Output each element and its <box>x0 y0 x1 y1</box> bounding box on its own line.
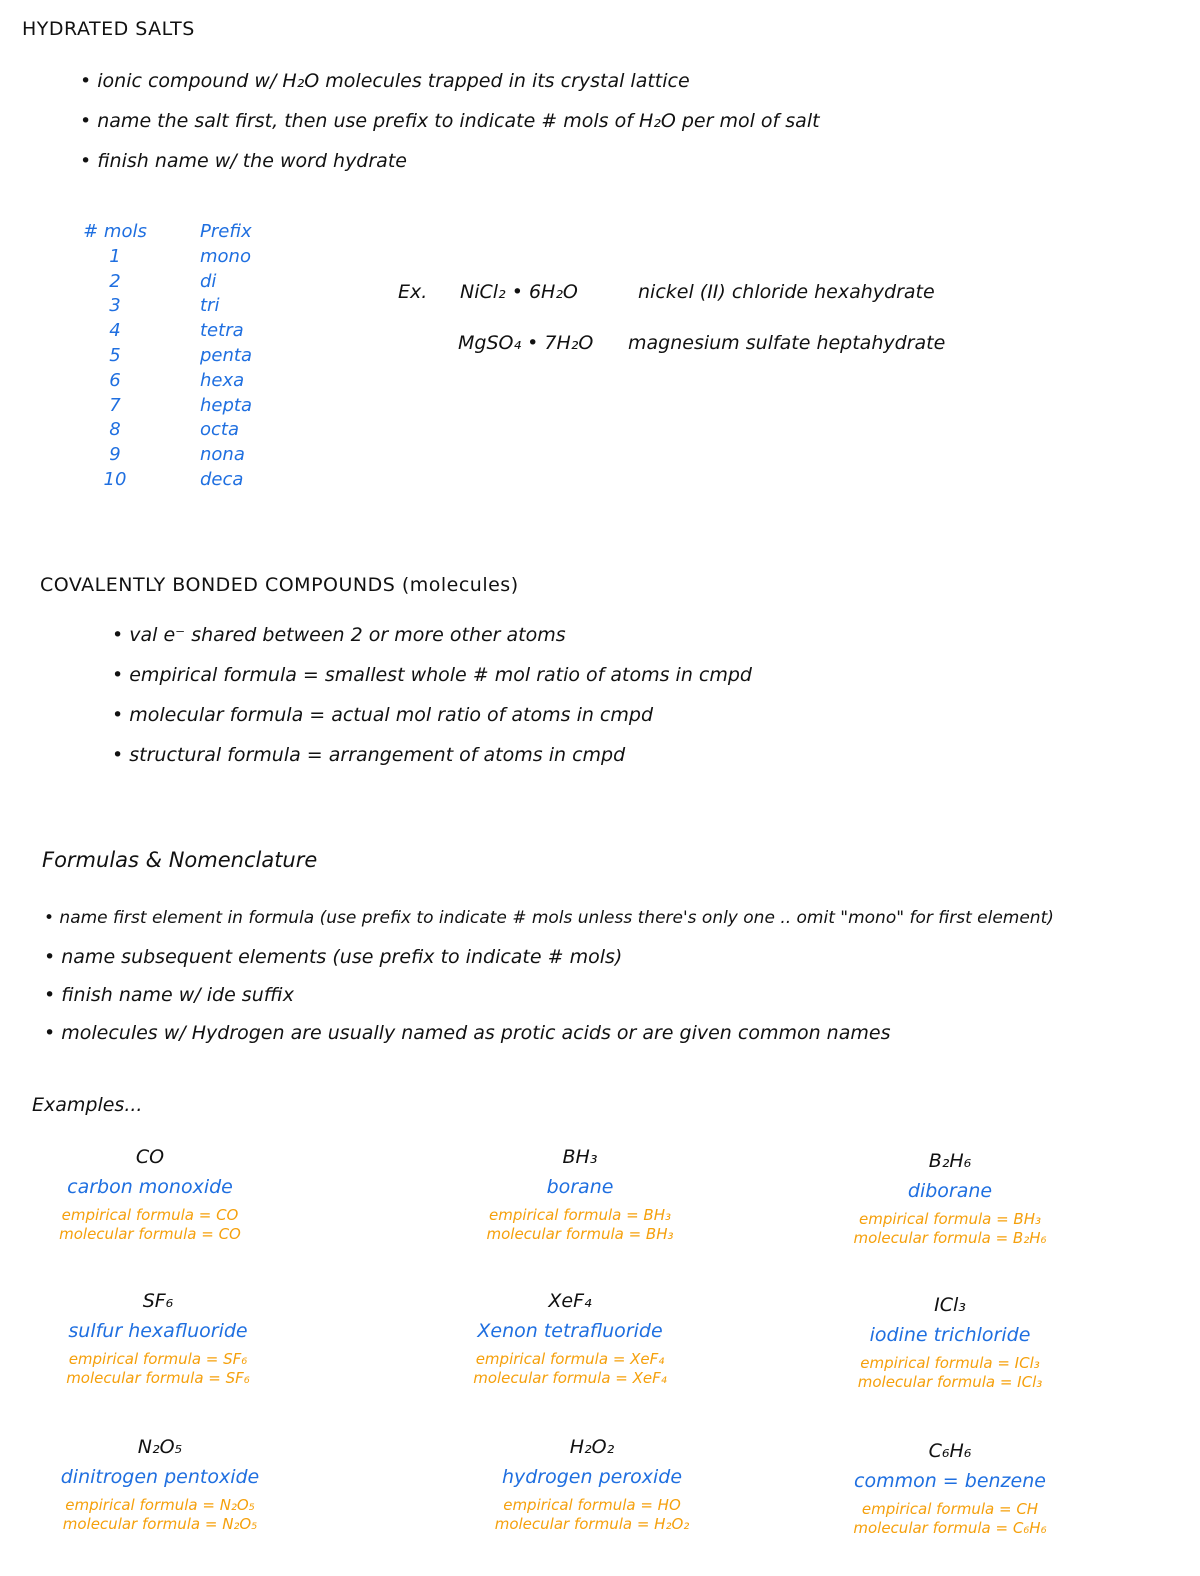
covalent-bullet-3: • molecular formula = actual mol ratio of atoms in cmpd <box>112 704 653 726</box>
hydrated-bullet-1: • ionic compound w/ H₂O molecules trapped in its crystal lattice <box>80 70 690 92</box>
card-formula: XeF₄ <box>548 1290 592 1312</box>
table-cell: octa <box>200 419 239 441</box>
card-molecular: molecular formula = SF₆ <box>66 1369 250 1387</box>
hydrate-example-name-2: magnesium sulfate heptahydrate <box>628 332 946 354</box>
table-cell: 1 <box>109 245 121 267</box>
example-card-n2o5 <box>10 1436 310 1534</box>
card-formula: B₂H₆ <box>928 1150 972 1172</box>
table-cell: 6 <box>109 369 121 391</box>
card-molecular: molecular formula = XeF₄ <box>473 1369 667 1387</box>
example-card-h2o2 <box>442 1436 742 1534</box>
example-card-bh3 <box>430 1146 730 1244</box>
table-cell: 2 <box>109 270 121 292</box>
table-cell: 5 <box>109 344 121 366</box>
card-formula: BH₃ <box>562 1146 598 1168</box>
table-cell: hepta <box>200 394 252 416</box>
card-formula: CO <box>135 1146 165 1168</box>
section-title-hydrated-salts: HYDRATED SALTS <box>22 18 195 40</box>
example-card-sf6 <box>8 1290 308 1388</box>
table-cell: 3 <box>109 295 121 317</box>
card-molecular: molecular formula = C₆H₆ <box>853 1519 1047 1537</box>
table-cell: 8 <box>109 419 121 441</box>
card-molecular: molecular formula = CO <box>59 1225 241 1243</box>
prefix-table-mols-column <box>70 220 160 493</box>
card-molecular: molecular formula = N₂O₅ <box>62 1515 258 1533</box>
hydrated-bullet-2: • name the salt first, then use prefix to indicate # mols of H₂O per mol of salt <box>80 110 820 132</box>
card-empirical: empirical formula = SF₆ <box>68 1350 248 1368</box>
table-cell: 7 <box>109 394 121 416</box>
examples-heading: Examples... <box>32 1094 143 1116</box>
hydrate-example-formula-2: MgSO₄ • 7H₂O <box>458 332 594 354</box>
mols-header: # mols <box>83 221 147 242</box>
card-name: carbon monoxide <box>67 1176 233 1198</box>
table-cell: tetra <box>200 320 244 342</box>
covalent-bullet-2: • empirical formula = smallest whole # mol ratio of atoms in cmpd <box>112 664 752 686</box>
card-name: diborane <box>907 1180 993 1202</box>
card-name: hydrogen peroxide <box>501 1466 683 1488</box>
table-cell: di <box>200 270 217 292</box>
hydrated-bullet-3: • finish name w/ the word hydrate <box>80 150 407 172</box>
card-empirical: empirical formula = BH₃ <box>488 1206 672 1224</box>
card-formula: C₆H₆ <box>928 1440 972 1462</box>
example-card-b2h6 <box>800 1150 1100 1248</box>
card-formula: N₂O₅ <box>137 1436 183 1458</box>
table-cell: 9 <box>109 444 121 466</box>
section-title-nomenclature: Formulas & Nomenclature <box>42 848 318 872</box>
card-formula: ICl₃ <box>934 1294 966 1316</box>
card-name: Xenon tetrafluoride <box>477 1320 663 1342</box>
example-card-c6h6 <box>800 1440 1100 1538</box>
example-label: Ex. <box>398 281 428 303</box>
card-name: dinitrogen pentoxide <box>60 1466 260 1488</box>
prefix-table-prefix-column <box>200 220 280 493</box>
covalent-bullet-1: • val e⁻ shared between 2 or more other atoms <box>112 624 566 646</box>
card-empirical: empirical formula = CH <box>861 1500 1039 1518</box>
covalent-bullet-4: • structural formula = arrangement of atoms in cmpd <box>112 744 626 766</box>
card-empirical: empirical formula = CO <box>61 1206 239 1224</box>
table-cell: mono <box>200 245 251 267</box>
card-formula: SF₆ <box>142 1290 174 1312</box>
example-card-icl3 <box>800 1294 1100 1392</box>
card-empirical: empirical formula = N₂O₅ <box>65 1496 255 1514</box>
section-title-covalent: COVALENTLY BONDED COMPOUNDS (molecules) <box>40 574 519 596</box>
card-molecular: molecular formula = BH₃ <box>486 1225 674 1243</box>
card-formula: H₂O₂ <box>569 1436 615 1458</box>
nomenclature-bullet-1: • name first element in formula (use prefix to indicate # mols unless there's only one .. omit "mono" for first element) <box>44 908 1054 928</box>
card-empirical: empirical formula = ICl₃ <box>860 1354 1040 1372</box>
example-card-co <box>0 1146 300 1244</box>
table-cell: deca <box>200 468 244 490</box>
nomenclature-bullet-2: • name subsequent elements (use prefix to indicate # mols) <box>44 946 623 968</box>
hydrate-example-name-1: nickel (II) chloride hexahydrate <box>638 281 935 303</box>
card-empirical: empirical formula = XeF₄ <box>475 1350 665 1368</box>
table-cell: 10 <box>103 468 127 490</box>
table-cell: penta <box>200 344 252 366</box>
table-cell: hexa <box>200 369 245 391</box>
nomenclature-bullet-3: • finish name w/ ide suffix <box>44 984 294 1006</box>
card-molecular: molecular formula = H₂O₂ <box>494 1515 690 1533</box>
hydrate-example-formula-1: NiCl₂ • 6H₂O <box>460 281 578 303</box>
table-cell: tri <box>200 295 220 317</box>
card-molecular: molecular formula = ICl₃ <box>857 1373 1043 1391</box>
card-empirical: empirical formula = BH₃ <box>858 1210 1042 1228</box>
nomenclature-bullet-4: • molecules w/ Hydrogen are usually named as protic acids or are given common names <box>44 1022 891 1044</box>
table-cell: 4 <box>109 320 121 342</box>
card-name: sulfur hexafluoride <box>68 1320 248 1342</box>
card-name: iodine trichloride <box>869 1324 1031 1346</box>
table-cell: nona <box>200 444 245 466</box>
card-name: borane <box>546 1176 614 1198</box>
card-name: common = benzene <box>854 1470 1046 1492</box>
prefix-header: Prefix <box>200 221 252 242</box>
card-empirical: empirical formula = HO <box>503 1496 681 1514</box>
card-molecular: molecular formula = B₂H₆ <box>853 1229 1047 1247</box>
example-card-xef4 <box>420 1290 720 1388</box>
